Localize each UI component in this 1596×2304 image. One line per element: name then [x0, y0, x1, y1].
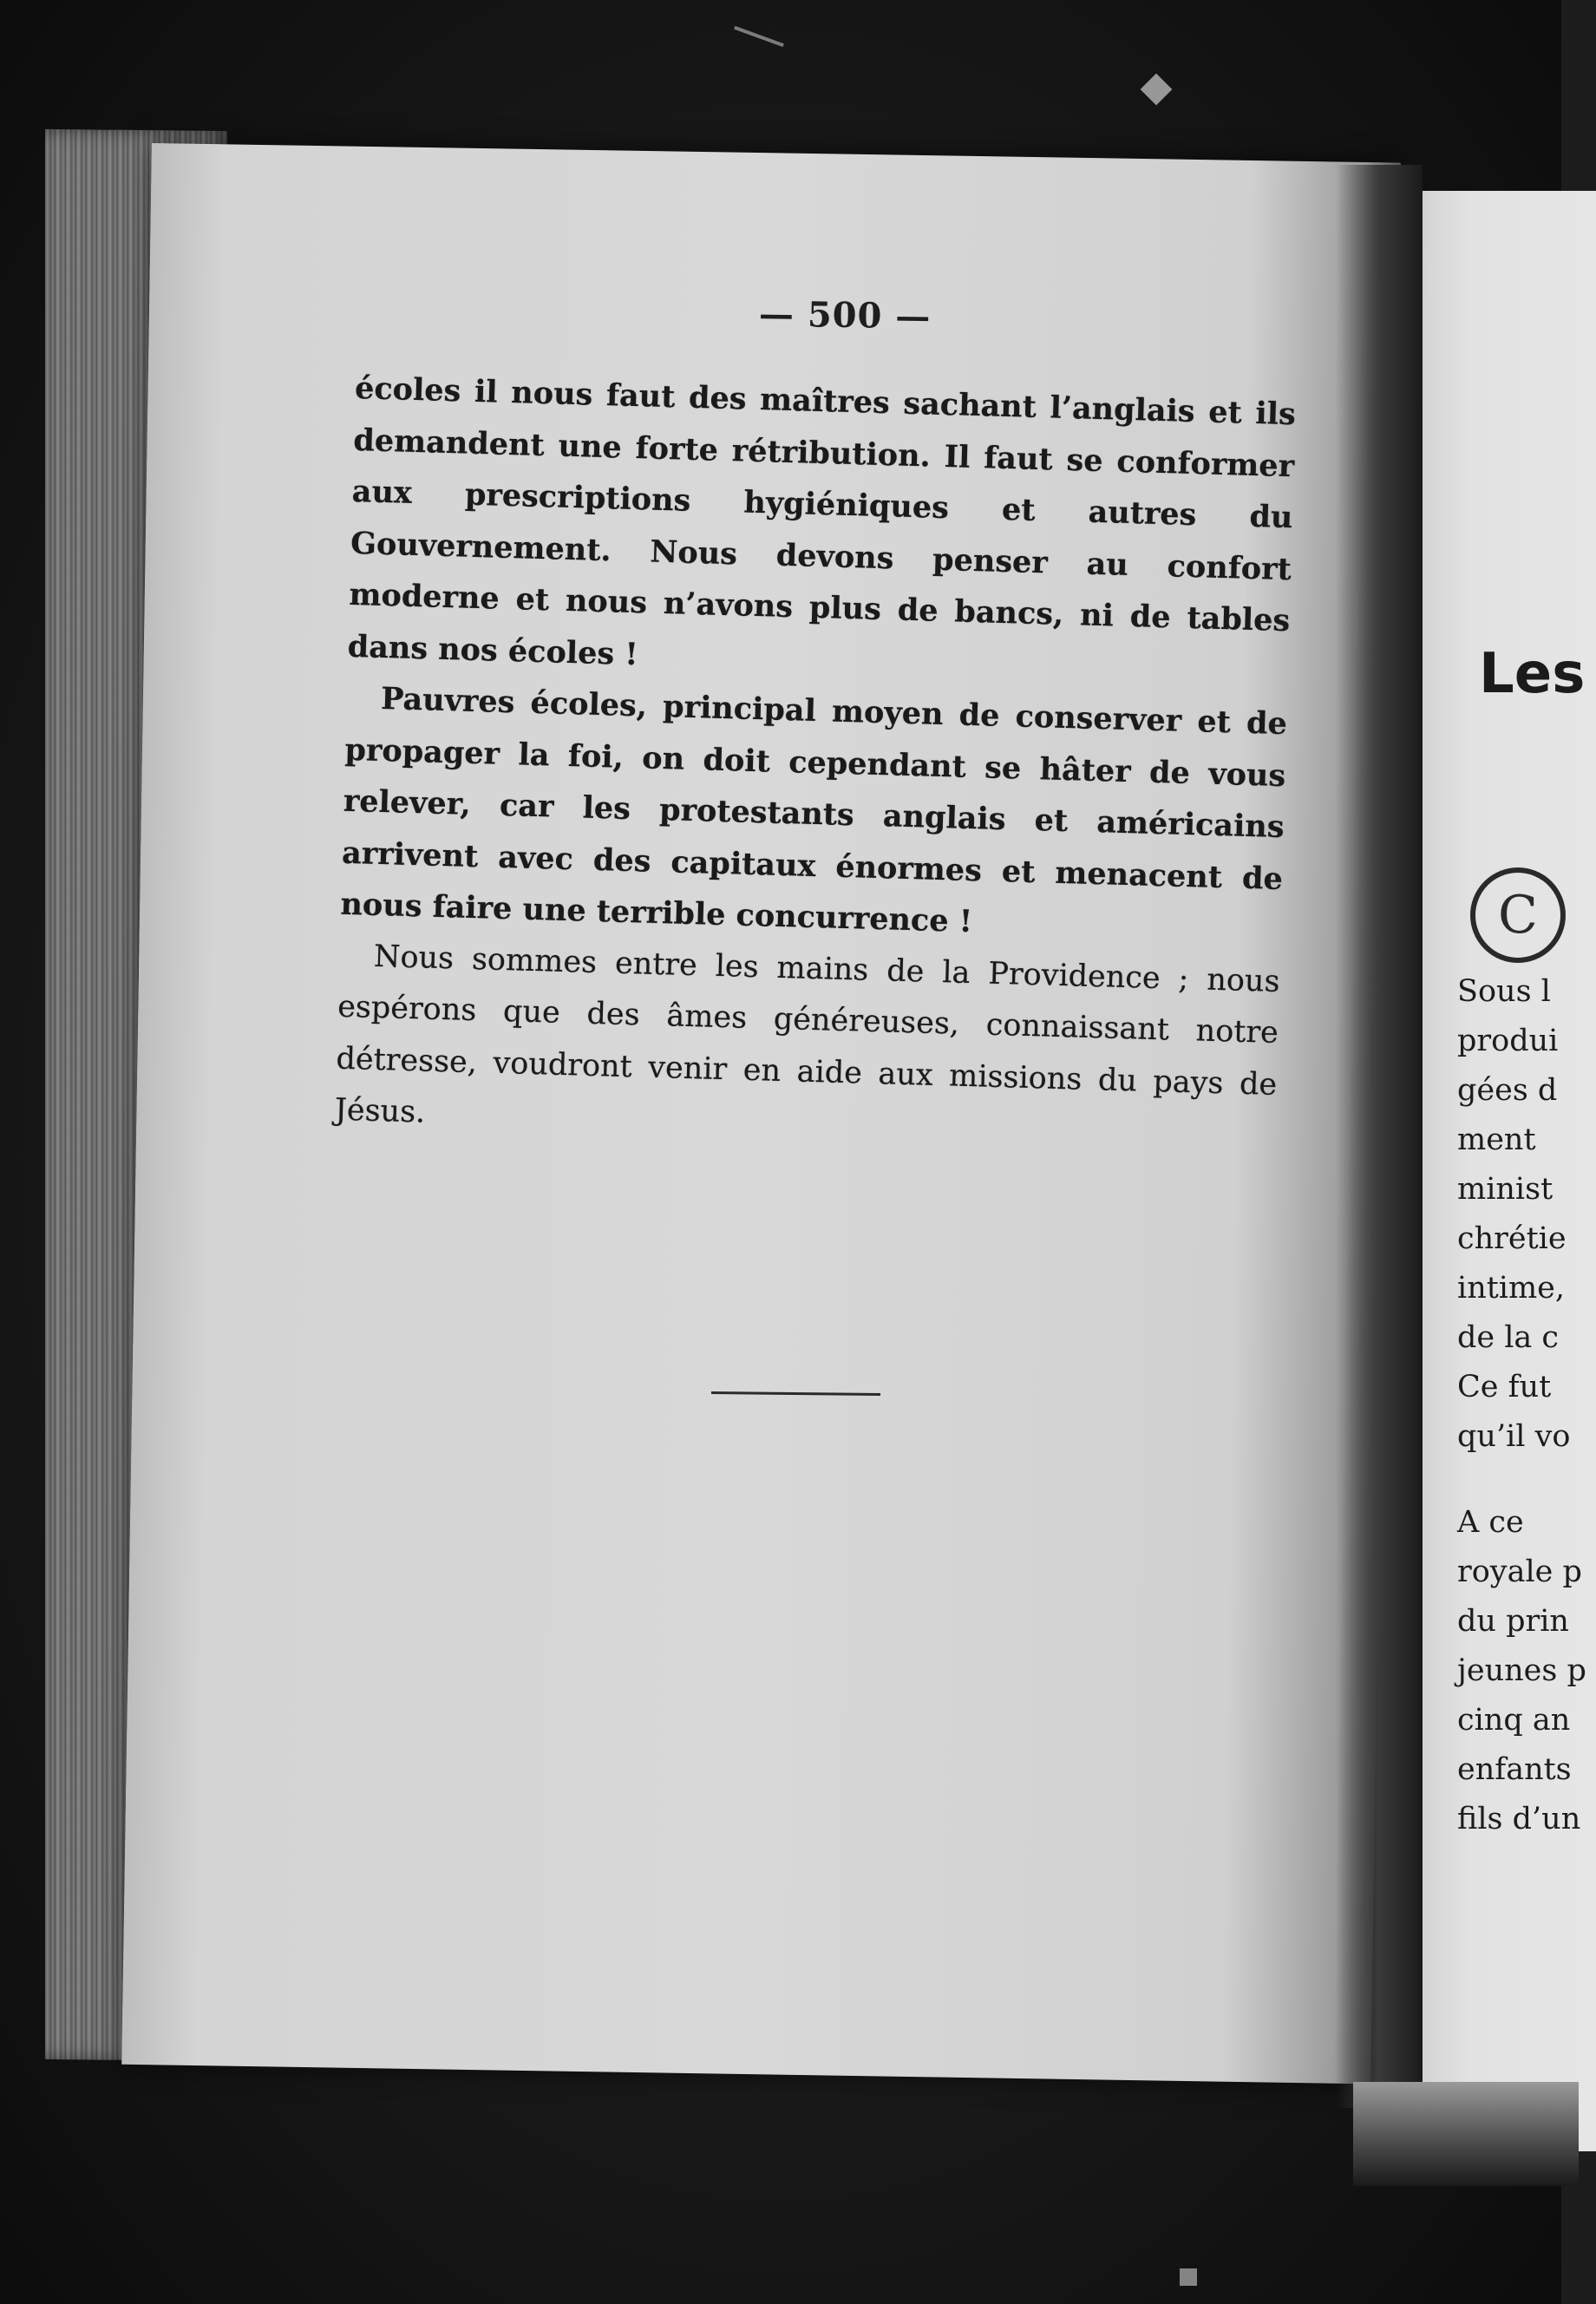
- text-line: qu’il vo: [1457, 1419, 1571, 1454]
- paragraph: Pauvres écoles, principal moyen de conserver et de propager la foi, on doit cependant se hâter de vous relever, car les protestants anglais et américains arrivent avec des capitaux énormes et menacent de nous faire une terrible concurrence !: [339, 680, 1288, 940]
- text-line: Sous l: [1457, 974, 1551, 1009]
- text-line: de la c: [1457, 1320, 1560, 1355]
- text-line: ment: [1457, 1123, 1536, 1157]
- text-line: du prin: [1457, 1604, 1569, 1639]
- text-line: A ce: [1457, 1505, 1524, 1540]
- text-line: chrétie: [1457, 1221, 1567, 1256]
- page-number: — 500 —: [758, 293, 932, 337]
- text-line: cinq an: [1457, 1703, 1571, 1738]
- text-line: produi: [1457, 1024, 1559, 1058]
- book-gutter: [1336, 165, 1423, 2108]
- right-page-text: [1457, 967, 1586, 1844]
- text-line: Ce fut: [1457, 1370, 1552, 1404]
- text-line: jeunes p: [1457, 1653, 1586, 1688]
- paragraph: écoles il nous faut des maîtres sachant l’anglais et ils demandent une forte rétribution. Il faut se conformer aux prescriptions hygiéniques et autres du Gouvernement. Nous devons penser au confort moderne et nous n’avons plus de bancs, ni de tables dans nos écoles !: [347, 370, 1297, 672]
- film-scratch: [1180, 2268, 1197, 2286]
- text-line: royale p: [1457, 1555, 1582, 1589]
- right-page-bottom-edge: [1353, 2082, 1579, 2186]
- drop-cap: C: [1470, 867, 1566, 963]
- right-page-title: Les: [1479, 642, 1586, 706]
- text-line: minist: [1457, 1172, 1553, 1207]
- body-text: [334, 363, 1296, 1162]
- paragraph: Nous sommes entre les mains de la Providence ; nous espérons que des âmes généreuses, connaissant notre détresse, voudront venir en aide aux missions du pays de Jésus.: [334, 939, 1281, 1130]
- paragraph-gap: [1457, 1462, 1579, 1498]
- text-line: gées d: [1457, 1073, 1558, 1108]
- text-line: enfants: [1457, 1752, 1572, 1787]
- text-line: fils d’un: [1457, 1802, 1581, 1836]
- text-line: intime,: [1457, 1271, 1566, 1306]
